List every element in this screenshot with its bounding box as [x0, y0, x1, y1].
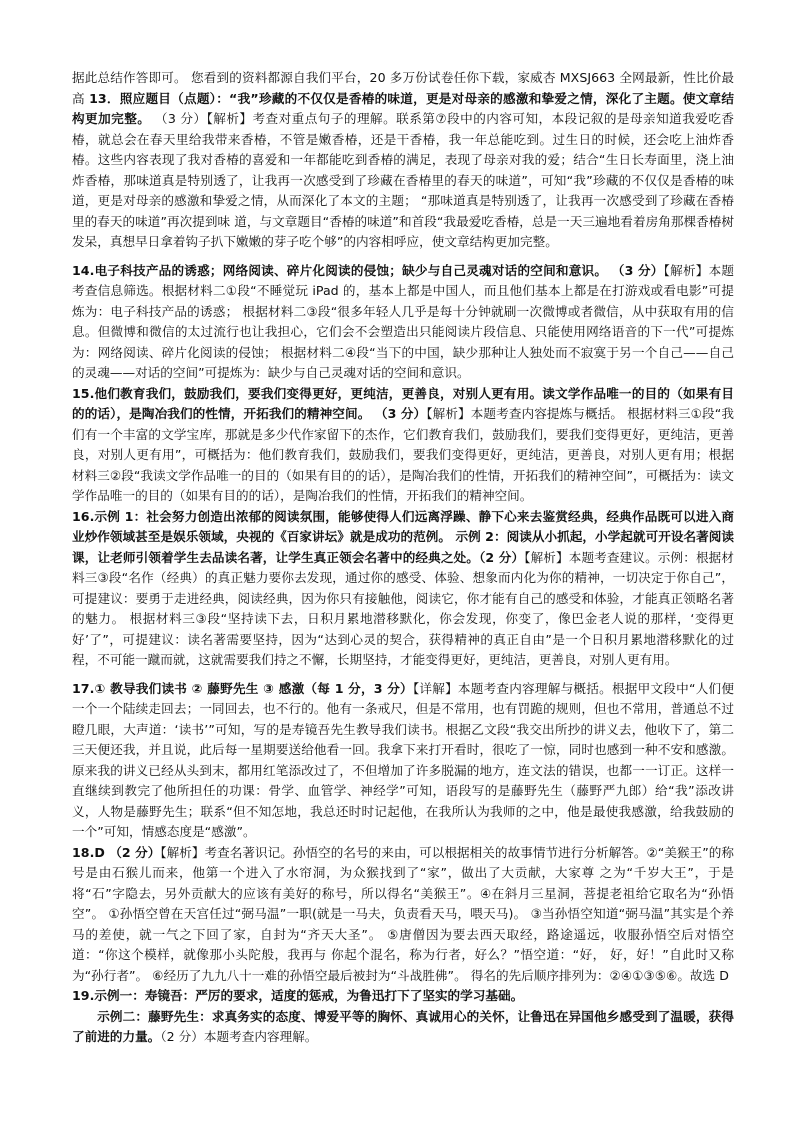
- explanation-text: 【解析】考查名著识记。孙悟空的名号的来由，可以根据相关的故事情节进行分析解答。②“美猴王”的称号是由石猴儿而来，他第一个进入了水帘洞，为众猴找到了“家”，做出了大贡献，大家尊 之为“千岁大王”，于是将“石”字隐去，另外贡献大的应该有美好的称号，所以得名“美猴王”。④在斜月三星洞，菩提老祖给它取名为“孙悟空”。 ①孙悟空曾在天宫任过“弼马温”一职(就是一马夫，负责看天马，喂天马)。 ③当孙悟空知道“弼马温”其实是个养马的差使，就一气之下回了家，自封为“齐天大圣”。 ⑤唐僧因为要去西天取经，路途遥远，收服孙悟空后对悟空道：“你这个模样，就像那小头陀般，我再与 你起个混名，称为行者，好么？”悟空道：“好， 好，好！”自此时又称为“孙行者”。 ⑥经历了九九八十一难的孙悟空最后被封为“斗战胜佛”。 得名的先后顺序排列为：②④①③⑤⑥。故选 D: [72, 844, 734, 983]
- explanation-text: 【解析】本题考查信息筛选。根据材料二①段“不睡觉玩 iPad 的，基本上都是中国人，而且他们基本上都是在打游戏或看电影”可提炼为：电子科技产品的诱惑； 根据材料二③段“很多年轻人几乎是每十分钟就刷一次微博或者微信，从中获取有用的信息。但微博和微信的太过流行也让我担心，它们会不会塑造出只能阅读片段信息、只能使用网络语音的下一代”可提炼为：网络阅读、碎片化阅读的侵蚀； 根据材料二④段“当下的中国，缺少那种让人独处而不寂寞于另一个自己——自己的灵魂——对话的空间”可提炼为：缺少与自己灵魂对话的空间和意识。: [72, 262, 734, 380]
- explanation-text: 【解析】本题考查建议。示例：根据材料三③段“名作（经典）的真正魅力要你去发现，通过你的感受、体验、想象而内化为你的精神，一切决定于你自己”，可提建议：要勇于走进经典，阅读经典，因为你只有接触他，阅读它，你才能有自己的感受和体验，才能真正领略名著的魅力。 根据材料三③段“坚持读下去，日积月累地潜移默化，你会发现，你变了，像巴金老人说的那样，‘变得更好’了”，可提建议：读名著需要坚持，因为“达到心灵的契合，获得精神的真正自由”是一个日积月累地潜移默化的过程，不可能一蹴而就，这就需要我们持之不懈，长期坚持，才能变得更好，更纯洁，更善良，对别人更有用。: [72, 549, 734, 667]
- answer-heading-text: 19.示例一：寿镜吾：严厉的要求，适度的惩戒，为鲁迅打下了坚实的学习基础。: [72, 988, 524, 1003]
- answer-paragraph: [72, 507, 734, 671]
- answer-paragraph: [72, 679, 734, 843]
- answer-paragraph: [72, 384, 734, 507]
- answer-heading-text: 15.他们教育我们，鼓励我们，要我们变得更好，更纯洁，更善良，对别人更有用。读文学作品唯一的目的（如果有目的的话），是陶冶我们的性情，开拓我们的精神空间。 （3 分）: [72, 385, 734, 421]
- answer-heading-text: 14.电子科技产品的诱惑；网络阅读、碎片化阅读的侵蚀；缺少与自己灵魂对话的空间和意识。 （3 分）: [72, 262, 664, 278]
- answer-paragraph: [72, 843, 734, 987]
- answer-paragraph: [72, 986, 734, 1007]
- answer-heading-text: 18.D （2 分）: [72, 844, 161, 860]
- explanation-text: （2 分）本题考查内容理解。: [160, 1029, 318, 1044]
- explanation-text: 【解析】本题考查内容提炼与概括。 根据材料三①段“我们有一个丰富的文学宝库，那就是多少代作家留下的杰作，它们教育我们，鼓励我们，要我们变得更好，更纯洁，更善良，对别人更有用”，可概括为：他们教育我们，鼓励我们，要我们变得更好，更纯洁，更善良，对别人更有用；根据材料三②段“我读文学作品唯一的目的（如果有目的的话），是陶冶我们的性情，开拓我们的精神空间”，可概括为：读文学作品唯一的目的（如果有目的的话），是陶冶我们的性情，开拓我们的精神空间。: [72, 406, 734, 503]
- answer-heading-text: 17.① 教导我们读书 ② 藤野先生 ③ 感激（每 1 分，3 分）: [72, 680, 413, 696]
- explanation-text: （3 分）【解析】考查对重点句子的理解。联系第⑦段中的内容可知，本段记叙的是母亲知道我爱吃香椿，就总会在春天里给我带来香椿，不管是嫩香椿，还是干香椿，我一年总能吃到。过生日的时候，还会吃上油炸香椿。这些内容表现了我对香椿的喜爱和一年都能吃到香椿的满足，表现了母亲对我的爱；结合“生日长寿面里，浇上油炸香椿，那味道真是特别透了，让我再一次感受到了珍藏在香椿里的春天的味道”，可知“我”珍藏的不仅仅是香椿的味道，更是对母亲的感激和挚爱之情，从而深化了本文的主题； “那味道真是特别透了，让我再一次感受到了珍藏在香椿里的春天的味道”再次提到味 道，与文章题目“香椿的味道”和首段“我最爱吃香椿，总是一天三遍地看着房角那棵香椿树发呆，真想早日拿着钩子扒下嫩嫩的芽子吃个够”的内容相呼应，使文章结构更加完整。: [72, 111, 734, 249]
- answer-paragraph: [72, 1007, 734, 1048]
- explanation-text: 【详解】本题考查内容理解与概括。根据甲文段中“人们便一个一个陆续走回去；一同回去，也不行的。他有一条戒尺，但是不常用，也有罚跪的规则，但也不常用，普通总不过瞪几眼，大声道：‘读书’”可知，写的是寿镜吾先生教导我们读书。根据乙文段“我交出所抄的讲义去，他收下了，第二三天便还我，并且说，此后每一星期要送给他看一回。我拿下来打开看时，很吃了一惊，同时也感到一种不安和感激。原来我的讲义已经从头到末，都用红笔添改过了，不但增加了许多脱漏的地方，连文法的错误，也都一一订正。这样一直继续到教完了他所担任的功课：骨学、血管学、神经学”可知，语段写的是藤野先生（藤野严九郎）给“我”添改讲义，人物是藤野先生；联系“但不知怎地，我总还时时记起他，在我所认为我师的之中，他是最使我感激，给我鼓励的一个”可知，情感态度是“感激”。: [72, 680, 734, 839]
- answer-paragraph: [72, 68, 734, 253]
- answer-paragraph: [72, 261, 734, 384]
- answer-heading-text: 13．照应题目（点题）：“我”珍藏的不仅仅是香椿的味道，更是对母亲的感激和挚爱之情，深化了主题。使文章结构更加完整。: [72, 90, 734, 126]
- explanation-text: 据此总结作答即可。 您看到的资料都源自我们平台，20 多万份试卷任你下载，家威杏 MXSJ663 全网最新，性比价最高: [72, 70, 734, 106]
- answer-document: [72, 68, 734, 1048]
- answer-heading-text: 16.示例 1：社会努力创造出浓郁的阅读氛围，能够使得人们远离浮躁、静下心来去鉴赏经典，经典作品既可以进入商业炒作领域甚至是娱乐领域，央视的《百家讲坛》就是成功的范例。 示例 2：阅读从小抓起，小学起就可开设名著阅读课，让老师引领着学生去品读名著，让学生真正领会名著中的经典之处。（2 分）: [72, 508, 734, 565]
- answer-heading-text: 示例二：藤野先生：求真务实的态度、博爱平等的胸怀、真诚用心的关怀，让鲁迅在异国他乡感受到了温暖，获得了前进的力量。: [72, 1008, 734, 1044]
